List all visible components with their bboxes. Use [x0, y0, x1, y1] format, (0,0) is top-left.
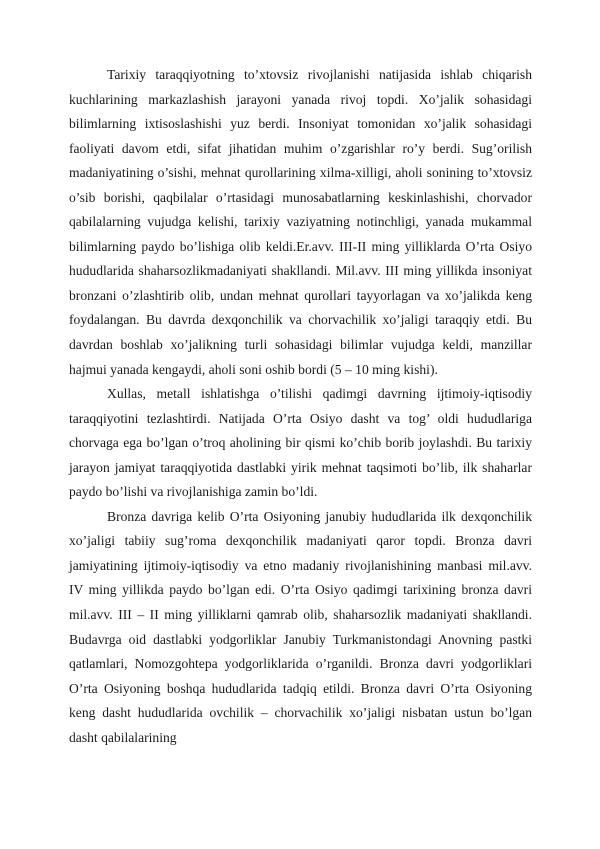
paragraph-2: Xullas, metall ishlatishga o’tilishi qadimgi davrning ijtimoiy-iqtisodiy taraqqiyotini tezlashtirdi. Natijada O’rta Osiyo dasht va tog’ oldi hududlariga chorvaga ega bo’lgan o’troq aholining bir qismi ko’chib borib joylashdi. Bu tarixiy jarayon jamiyat taraqqiyotida dastlabki yirik mehnat taqsimoti bo’lib, ilk shaharlar paydo bo’lishi va rivojlanishiga zamin bo’ldi.	[69, 386, 532, 500]
paragraph-3: Bronza davriga kelib O’rta Osiyoning janubiy hududlarida ilk dexqonchilik xo’jaligi tabiiy sug’roma dexqonchilik madaniyati qaror topdi. Bronza davri jamiyatining ijtimoiy-iqtisodiy va etno madaniy rivojlanishining manbasi mil.avv. IV ming yillikda paydo bo’lgan edi. O’rta Osiyo qadimgi tarixining bronza davri mil.avv. III – II ming yilliklarni qamrab olib, shaharsozlik madaniyati shakllandi. Budavrga oid dastlabki yodgorliklar Janubiy Turkmanistondagi Anovning pastki qatlamlari, Nomozgohtepa yodgorliklarida o’rganildi. Bronza davri yodgorliklari O’rta Osiyoning boshqa hududlarida tadqiq etildi. Bronza davri O’rta Osiyoning keng dasht hududlarida ovchilik – chorvachilik xo’jaligi nisbatan ustun bo’lgan dasht qabilalarining	[69, 508, 532, 745]
paragraph-1: Tarixiy taraqqiyotning to’xtovsiz rivojlanishi natijasida ishlab chiqarish kuchlarining markazlashish jarayoni yanada rivoj topdi. Xo’jalik sohasidagi bilimlarning ixtisoslashishi yuz berdi. Insoniyat tomonidan xo’jalik sohasidagi faoliyati davom etdi, sifat jihatidan muhim o’zgarishlar ro’y berdi. Sug’orilish madaniyatining o’sishi, mehnat qurollarining xilma-xilligi, aholi sonining to’xtovsiz o’sib borishi, qaqbilalar o’rtasidagi munosabatlarning keskinlashishi, chorvador qabilalarning vujudga kelishi, tarixiy vaziyatning notinchligi, yanada mukammal bilimlarning paydo bo’lishiga olib keldi.Er.avv. III-II ming yilliklarda O’rta Osiyo hududlarida shaharsozlikmadaniyati shakllandi. Mil.avv. III ming yillikda insoniyat bronzani o’zlashtirib olib, undan mehnat qurollari tayyorlagan va xo’jalikda keng foydalangan. Bu davrda dexqonchilik va chorvachilik xo’jaligi taraqqiy etdi. Bu davrdan boshlab xo’jalikning turli sohasidagi bilimlar vujudga keldi, manzillar hajmui yanada kengaydi, aholi soni oshib bordi (5 – 10 ming kishi).	[69, 67, 532, 377]
body-text	[69, 63, 532, 750]
